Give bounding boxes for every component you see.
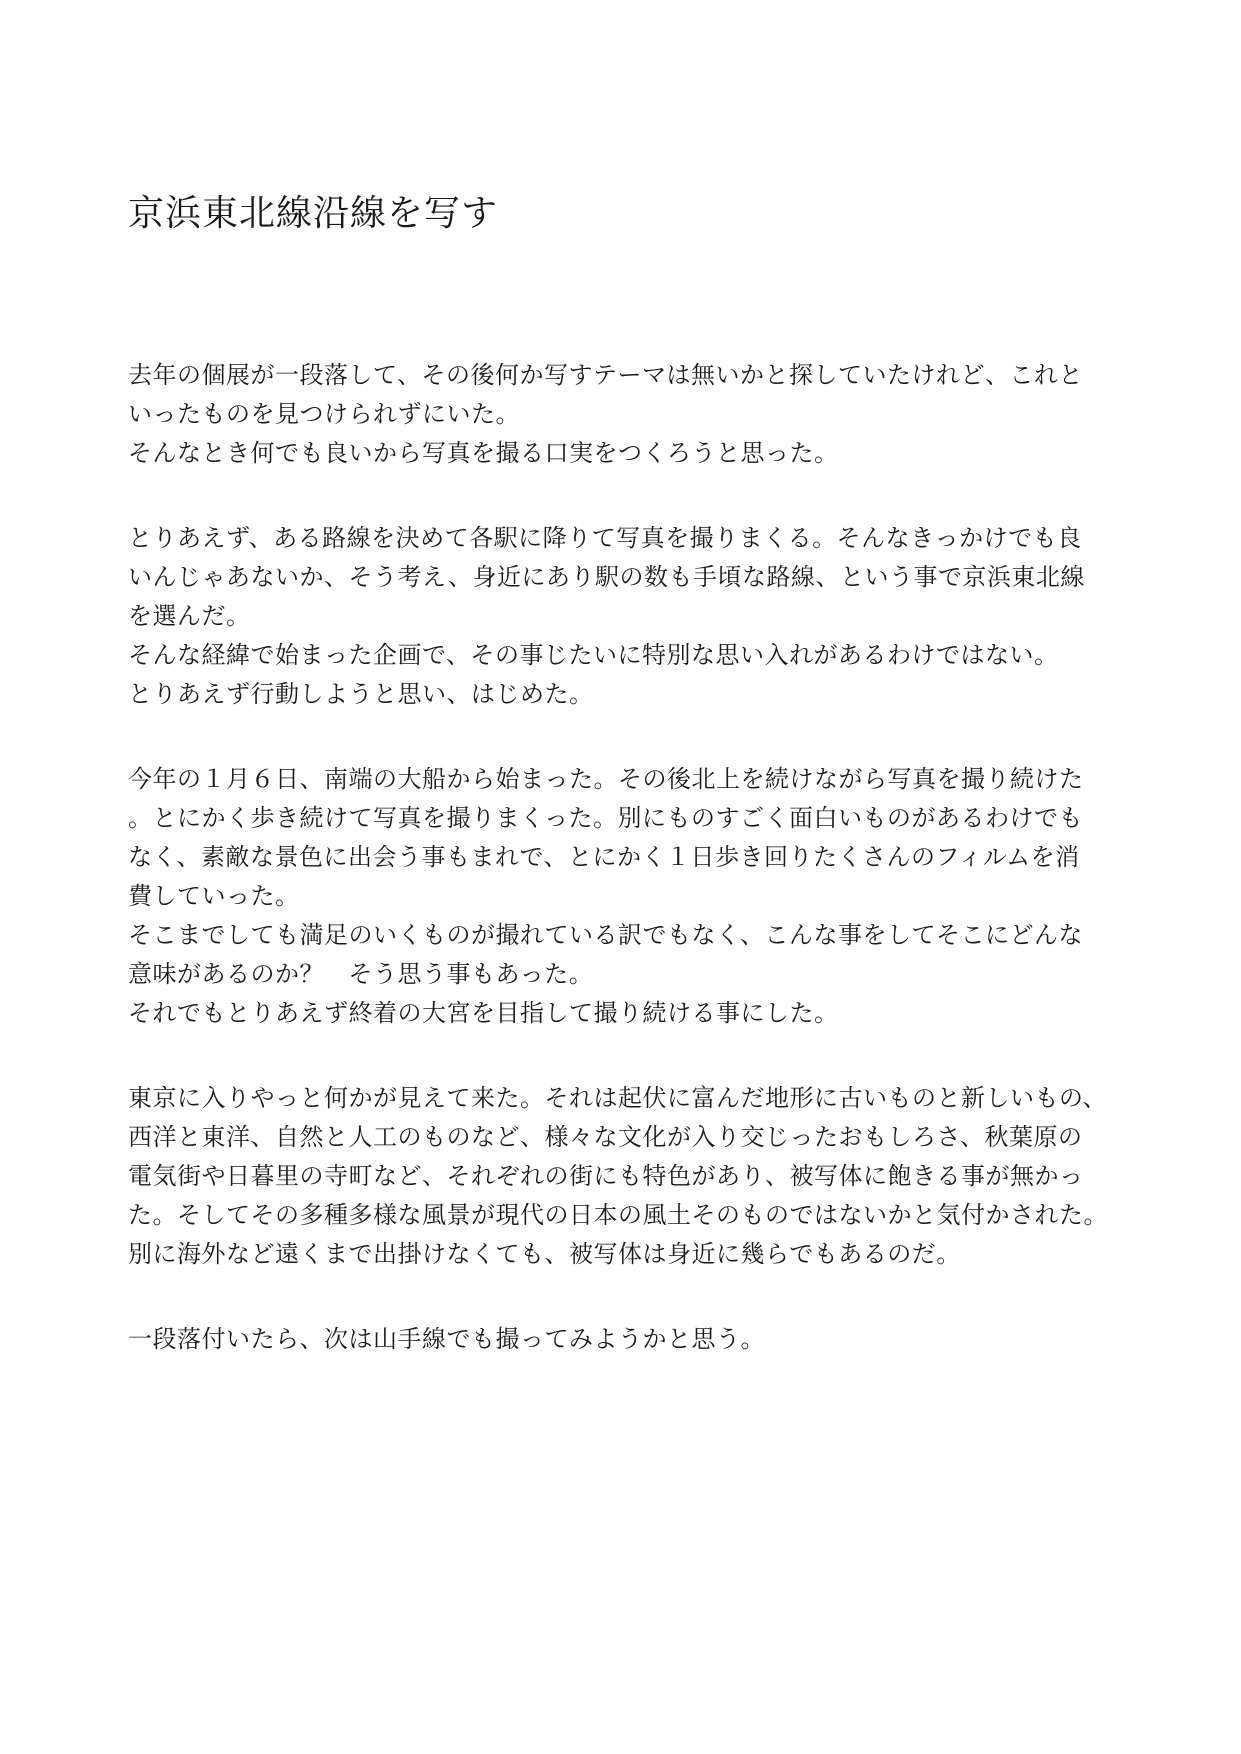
text-line: 電気街や日暮里の寺町など、それぞれの街にも特色があり、被写体に飽きる事が無かっ (128, 1162, 1084, 1190)
document-title: 京浜東北線沿線を写す (128, 193, 499, 234)
paragraph (128, 1320, 1128, 1359)
paragraph (128, 1079, 1128, 1274)
text-line: 東京に入りやっと何かが見えて来た。それは起伏に富んだ地形に古いものと新しいもの、 (128, 1084, 1108, 1112)
text-line: 費していった。 (128, 882, 300, 910)
text-line: それでもとりあえず終着の大宮を目指して撮り続ける事にした。 (128, 999, 839, 1027)
text-line: 。とにかく歩き続けて写真を撮りまくった。別にものすごく面白いものがあるわけでも (128, 804, 1084, 832)
paragraph (128, 760, 1128, 1033)
text-line: そこまでしても満足のいくものが撮れている訳でもなく、こんな事をしてそこにどんな (128, 921, 1084, 949)
text-line: 去年の個展が一段落して、その後何か写すテーマは無いかと探していたけれど、これと (128, 361, 1084, 389)
text-line: 意味があるのか？ そう思う事もあった。 (128, 960, 594, 988)
text-line: そんな経緯で始まった企画で、その事じたいに特別な思い入れがあるわけではない。 (128, 641, 1059, 669)
text-line: た。そしてその多種多様な風景が現代の日本の風土そのものではないかと気付かされた。 (128, 1201, 1108, 1229)
text-line: を選んだ。 (128, 602, 251, 630)
document-body (128, 356, 1128, 1405)
paragraph (128, 356, 1128, 473)
text-line: 今年の１月６日、南端の大船から始まった。その後北上を続けながら写真を撮り続けた (128, 765, 1084, 793)
text-line: とりあえず、ある路線を決めて各駅に降りて写真を撮りまくる。そんなきっかけでも良 (128, 524, 1082, 552)
text-line: そんなとき何でも良いから写真を撮る口実をつくろうと思った。 (128, 439, 839, 467)
text-line: 一段落付いたら、次は山手線でも撮ってみようかと思う。 (128, 1325, 765, 1353)
text-line: いったものを見つけられずにいた。 (128, 400, 520, 428)
text-line: なく、素敵な景色に出会う事もまれで、とにかく１日歩き回りたくさんのフィルムを消 (128, 843, 1080, 871)
text-line: とりあえず行動しようと思い、はじめた。 (128, 680, 594, 708)
text-line: いんじゃあないか、そう考え、身近にあり駅の数も手頃な路線、という事で京浜東北線 (128, 563, 1085, 591)
text-line: 西洋と東洋、自然と人工のものなど、様々な文化が入り交じったおもしろさ、秋葉原の (128, 1123, 1083, 1151)
text-line: 別に海外など遠くまで出掛けなくても、被写体は身近に幾らでもあるのだ。 (128, 1240, 961, 1268)
paragraph (128, 519, 1128, 714)
